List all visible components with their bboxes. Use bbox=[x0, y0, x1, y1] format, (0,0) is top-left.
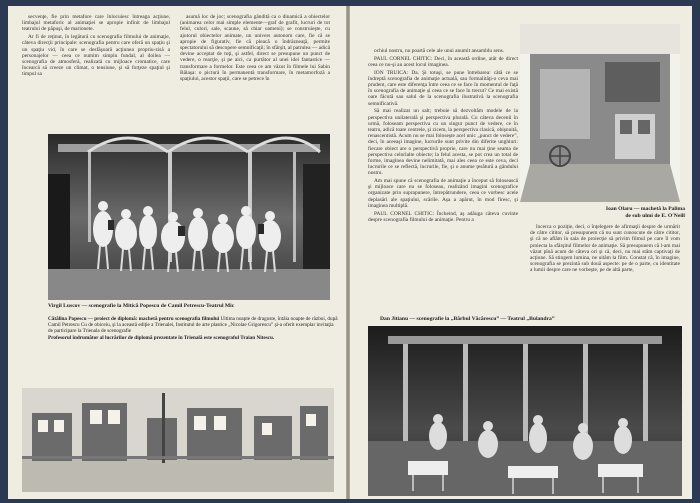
left-page bbox=[8, 6, 346, 499]
olaru-caption bbox=[555, 206, 685, 219]
photo2-caption: Dan Jitianu — scenografie la „Bărbul Văcărescu” — Teatrul „Bulandra” bbox=[380, 316, 555, 322]
photo-stage-dancers bbox=[48, 134, 330, 300]
right-page bbox=[350, 6, 692, 499]
photo1-caption: Virgil Luscov — scenografie la Mitică Popescu de Camil Petrescu-Teatrul Mic bbox=[48, 303, 235, 309]
right-col1-p2: PAUL CORNEL CHITIC: Deci, în această ordine, atât de direct ceea ce nu-şi au acest locul imaginea. bbox=[368, 55, 518, 68]
olaru-caption-title: Ioan Olaru — machetă la Palima bbox=[605, 206, 685, 212]
caption2-footer: Profesorul îndrumător al lucrărilor de diplomă prezentate în Trienală este scenograful Traian Nitescu. bbox=[48, 334, 275, 341]
caption2 bbox=[48, 316, 338, 341]
left-col1-p2: Ar fi de reţinut, în legătură cu scenografia filmului de animaţie, câteva direcţii principale: scenografia pentru care oferă un spaţiu şi un spaţiu vid, în care se desfăşoară acţiunea propriu-zisă a personajelor — ceea ce numim simplu fundal, al doilea — scenografia de atmosferă, realizată cu mijloace cromatice, care încearcă să creeze un climat, o tensiune, şi să forţeze spaţiul şi timpul sa bbox=[22, 34, 170, 78]
caption2-text: Ultima noapte de dragoste, întâia noapte de război, după Camil Petrescu Cu de obiceiu, şi la această ediţie a Trienalei, Institutul de arte plastice „Nicolae Grigorescu” şi-a oferit exemplar invitaţia de participare la Trienala de scenografie bbox=[48, 316, 338, 335]
caption2-title: Cătălina Popescu — proiect de diplomă: machetă pentru scenografia filmului bbox=[48, 316, 220, 322]
right-col1-p6: PAUL CORNEL CHITIC: Încheind, aş adăuga câteva cuvinte despre scenografia filmului de animaţie. Pentru a bbox=[368, 210, 518, 223]
left-col1-p1: secvenţe, fie prin metafore care înlocuiesc întreaga acţiune, limbajul metaforic al animaţiei se apropie infinit de limbajul teatrului de păpuşi, de marionete. bbox=[22, 14, 170, 33]
right-col1-p4: Să mai realizat un salt; trebuie să dezvoltăm modele de la perspectiva unilaterală şi perspectiva plurală. Cu câteva decenii în urmă, foloseam perspectiva cu un singur punct de vedere, ce în teatru, adică toate centrele, şi zicem, la perspectiva clasică, obişnuită, renascentistă. Acum nu se mai foloseşte acel unic „punct de vedere”, deci, în aceeaşi imagine, lucrurile sunt privite din diferite unghiuri: fiecare obiect are o perspectivă proprie, care nu mai ţine seama de perspectiva celorlalte obiecte; la felul acesta, se pot crea un total de forme, imaginea devine nelimitată, mai ales ceea ce este ceva, deci lucrurile ce se reflectă, lucrurile, fie, şi o anume ţesătură a gândului nostru. bbox=[368, 108, 518, 177]
right-col1-p1: ochiul nostru, nu poartă cele ale unui anumit ansamblu sens. bbox=[374, 48, 505, 54]
photo-jitianu-stage bbox=[368, 326, 682, 496]
left-col2 bbox=[180, 14, 330, 136]
photo-olaru-maquette bbox=[520, 24, 680, 202]
right-col2 bbox=[530, 224, 680, 316]
right-col1-p3: ION TRUICA: Da. Şi totuşi, se pune întrebarea: câtă ce se îndreptă scenografia de animaţie actuală, sau formalităţi-o ceva mai prudent, care este diferenţa între ceea ce se face în momentul de faţă în scenografia de animaţie și ceea ce se face în trecut? Ce mai există oare făcută sau salul de la scenografia ilustrativă la scenografia semnificativă. bbox=[368, 69, 518, 107]
left-col2-p1: asumă loc de joc; scenografia gândită ca o dinamică a obiectelor (animarea celor mai simple elemente—graf de grafit, lucruri de tot felul, culori, sale, scaune, să chiar oameni); se construieşte, cu ajutorul obiectelor animate, un univers autonom care, fie că se apropie de figurativ, fie că pleacă o îndrăzneaţă, permite spectatorului să descopere semnificaţii; în sfârşit, al patrulea — adică devine acceptat de toţi, şi astfel, direct se presupune un punct de vedere, o reacţie, şi pe aici, ca purtător al unei idei fantastice — transformare a formelor. Este ceea ce am văzut în filmele lui Sabin Bălaşa: o pictură în permanentă transformare, în metamorfoză a spaţiului, acestor spaţii, care se petrece în bbox=[180, 14, 330, 83]
photo-maquette-exhibit bbox=[22, 388, 334, 492]
left-col1 bbox=[22, 14, 170, 136]
right-col1 bbox=[368, 48, 518, 316]
right-col1-p5: Am mai spune că scenografia de animaţie a început să folosească şi mijloace care nu se foloseau, realizând imagini scenografice organizate prin suprapunere, întrepătrundere, ceea ce vorbesc acele deplasări ale spaţiului, scările. Aşa a apărut, în mod firesc, şi imaginea multiplă. bbox=[368, 178, 518, 209]
olaru-caption-text: de sub ulmi de E. O'Neill bbox=[625, 212, 685, 219]
right-col2-p1: încerca o poziţie, deci, o înţelegere de afirmaţii despre de urmărit de către cititor, să presupunem că nu sunt cunoscute de către cititor, şi că ne aflăm în sala de proiecţie să privim filmul pe care îl vom proiecta la sfârşitul filmelor de animaţie. Să presupunem că l-am mai văzut pînă acum de câteva ori şi că, deci, nu mai stăm captivaţi de acţiune. Să stingem lumina, ne uităm la film. Constat că, în imagine, scenografia se prezintă sub două aspecte: pe de o parte, cu identitate a lumii despre care ne vorbeşte, pe de altă parte, bbox=[530, 224, 680, 274]
